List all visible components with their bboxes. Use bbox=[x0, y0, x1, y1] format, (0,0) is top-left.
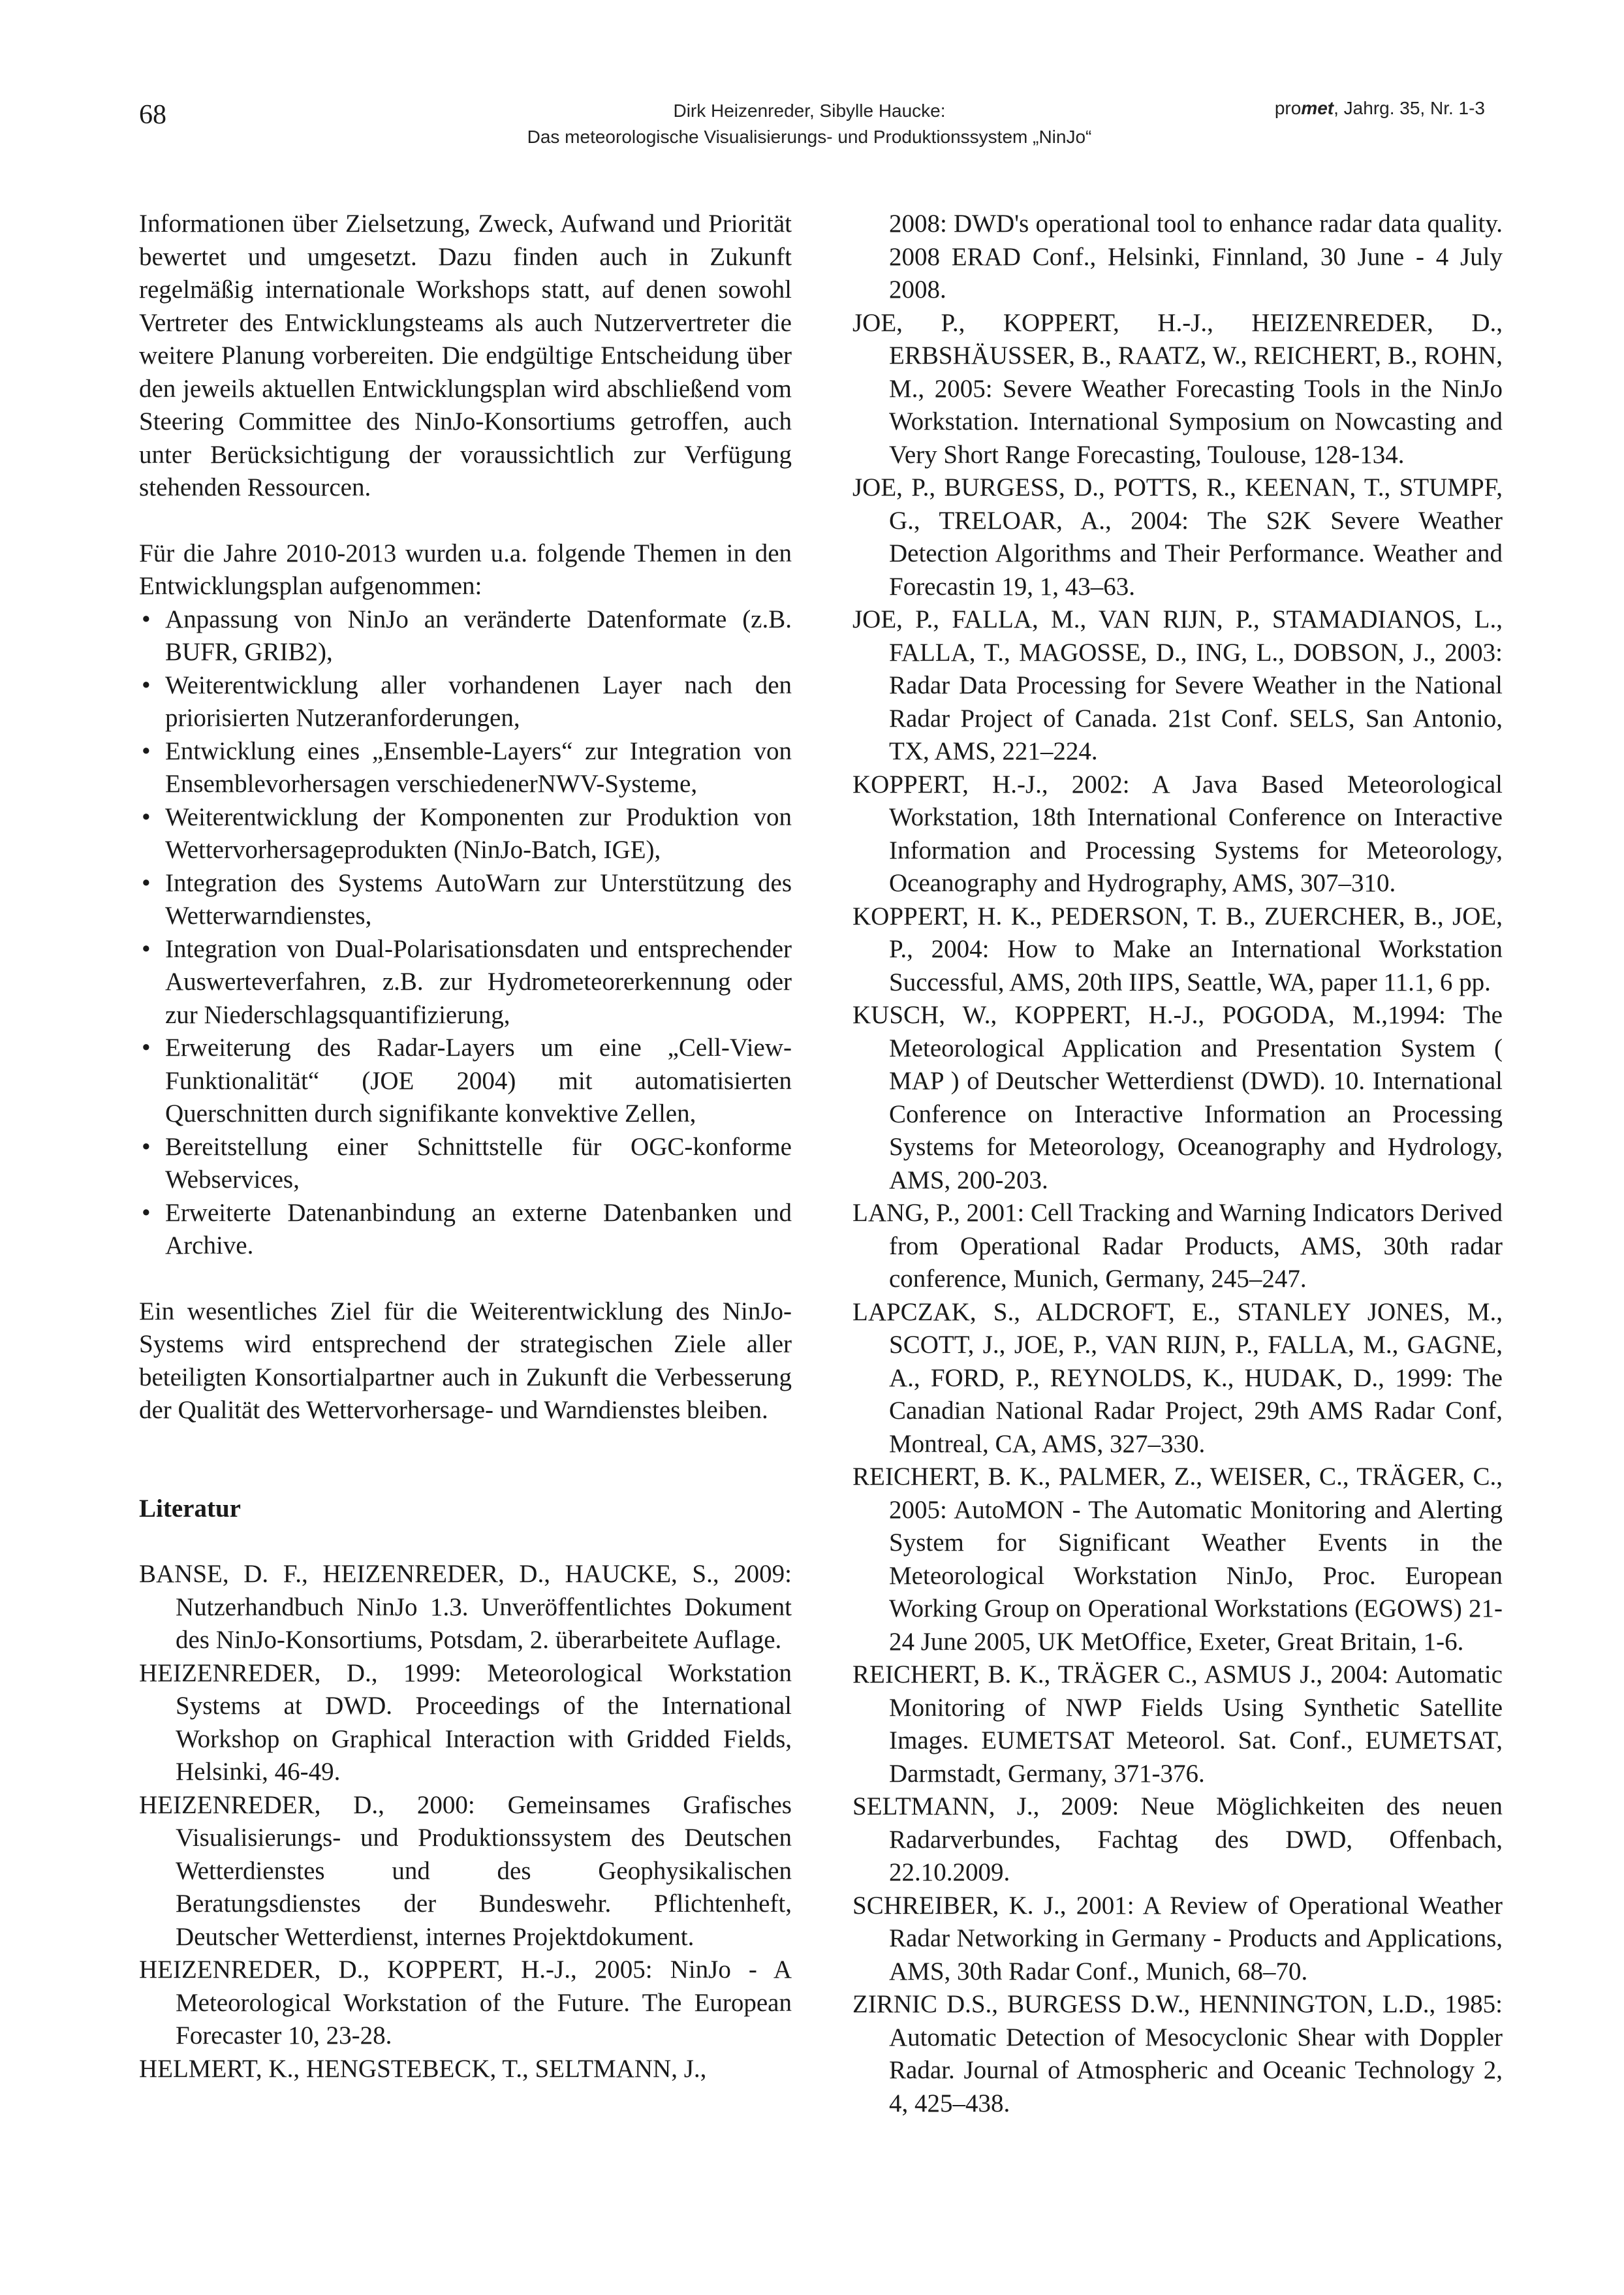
list-item: • Bereitstellung einer Schnittstelle für OGC-konforme Webservices, bbox=[139, 1131, 792, 1197]
running-header bbox=[418, 98, 1201, 150]
list-item: • Weiterentwicklung der Komponenten zur Produktion von Wettervorhersageprodukten (NinJo-Batch, IGE), bbox=[139, 801, 792, 867]
reference-entry: SELTMANN, J., 2009: Neue Möglichkeiten des neuen Radarverbundes, Fachtag des DWD, Offenbach, 22.10.2009. bbox=[852, 1792, 1503, 1886]
reference-entry: ZIRNIC D.S., BURGESS D.W., HENNINGTON, L.D., 1985: Automatic Detection of Mesocyclonic Shear with Doppler Radar. Journal of Atmospheric and Oceanic Technology 2, 4, 425–438. bbox=[852, 1990, 1503, 2117]
reference-entry: BANSE, D. F., HEIZENREDER, D., HAUCKE, S., 2009: Nutzerhandbuch NinJo 1.3. Unveröffentlichtes Dokument des NinJo-Konsortiums, Potsdam, 2. überarbeitete Auflage. bbox=[139, 1560, 792, 1654]
reference-entry: HELMERT, K., HENGSTEBECK, T., SELTMANN, J., bbox=[139, 2054, 707, 2083]
topics-list bbox=[139, 603, 792, 1263]
header-authors: Dirk Heizenreder, Sibylle Haucke: bbox=[673, 101, 946, 121]
section-heading-literatur: Literatur bbox=[139, 1494, 241, 1523]
paragraph-topics: Für die Jahre 2010-2013 wurden u.a. folgende Themen in den Entwicklungsplan aufgenommen: bbox=[139, 539, 792, 600]
reference-entry: REICHERT, B. K., TRÄGER C., ASMUS J., 2004: Automatic Monitoring of NWP Fields Using Synthetic Satellite Images. EUMETSAT Meteorol. Sat. Conf., EUMETSAT, Darmstadt, Germany, 371-376. bbox=[852, 1660, 1503, 1788]
reference-entry-continued: 2008: DWD's operational tool to enhance radar data quality. 2008 ERAD Conf., Helsinki, Finnland, 30 June - 4 July 2008. bbox=[889, 210, 1503, 304]
reference-entry: LAPCZAK, S., ALDCROFT, E., STANLEY JONES, M., SCOTT, J., JOE, P., VAN RIJN, P., FALLA, M., GAGNE, A., FORD, P., REYNOLDS, K., HUDAK, D., 1999: The Canadian National Radar Project, 29th AMS Radar Conf, Montreal, CA, AMS, 327–330. bbox=[852, 1297, 1503, 1458]
journal-info bbox=[1275, 98, 1485, 119]
list-item: • Integration von Dual-Polarisationsdaten und entsprechender Auswerteverfahren, z.B. zur Hydrometeorerkennung oder zur Niederschlagsquantifizierung, bbox=[139, 933, 792, 1032]
paragraph-goal: Ein wesentliches Ziel für die Weiterentwicklung des NinJo-Systems wird entsprechend der strategischen Ziele aller beteiligten Konsortialpartner auch in Zukunft die Verbesserung der Qualität des Wettervorhersage- und Warndienstes bleiben. bbox=[139, 1297, 792, 1424]
reference-entry: HEIZENREDER, D., 1999: Meteorological Workstation Systems at DWD. Proceedings of the International Workshop on Graphical Interaction with Gridded Fields, Helsinki, 46-49. bbox=[139, 1658, 792, 1786]
journal-name-pre: pro bbox=[1274, 98, 1302, 118]
list-item: • Weiterentwicklung aller vorhandenen Layer nach den priorisierten Nutzeranforderungen, bbox=[139, 669, 792, 735]
list-item: • Erweiterte Datenanbindung an externe Datenbanken und Archive. bbox=[139, 1197, 792, 1263]
journal-name-em: met bbox=[1301, 98, 1334, 118]
reference-entry: REICHERT, B. K., PALMER, Z., WEISER, C., TRÄGER, C., 2005: AutoMON - The Automatic Monitoring and Alerting System for Significant Weather Events in the Meteorological Workstation NinJo, Proc. European Working Group on Operational Workstations (EGOWS) 21-24 June 2005, UK MetOffice, Exeter, Great Britain, 1-6. bbox=[852, 1463, 1503, 1656]
list-item: • Integration des Systems AutoWarn zur Unterstützung des Wetterwarndienstes, bbox=[139, 867, 792, 933]
reference-entry: KOPPERT, H. K., PEDERSON, T. B., ZUERCHER, B., JOE, P., 2004: How to Make an International Workstation Successful, AMS, 20th IIPS, Seattle, WA, paper 11.1, 6 pp. bbox=[852, 902, 1503, 996]
reference-entry: JOE, P., FALLA, M., VAN RIJN, P., STAMADIANOS, L., FALLA, T., MAGOSSE, D., ING, L., DOBSON, J., 2003: Radar Data Processing for Severe Weather in the National Radar Project of Canada. 21st Conf. SELS, San Antonio, TX, AMS, 221–224. bbox=[852, 605, 1503, 765]
list-item: • Anpassung von NinJo an veränderte Datenformate (z.B. BUFR, GRIB2), bbox=[139, 603, 792, 669]
reference-entry: SCHREIBER, K. J., 2001: A Review of Operational Weather Radar Networking in Germany - Products and Applications, AMS, 30th Radar Conf., Munich, 68–70. bbox=[852, 1891, 1503, 1986]
reference-entry: KOPPERT, H.-J., 2002: A Java Based Meteorological Workstation, 18th International Conference on Interactive Information and Processing Systems for Meteorology, Oceanography and Hydrography, AMS, 307–310. bbox=[852, 770, 1503, 897]
reference-entry: HEIZENREDER, D., KOPPERT, H.-J., 2005: NinJo - A Meteorological Workstation of the Future. The European Forecaster 10, 23-28. bbox=[139, 1955, 792, 2050]
journal-issue: , Jahrg. 35, Nr. 1-3 bbox=[1334, 98, 1485, 118]
reference-entry: KUSCH, W., KOPPERT, H.-J., POGODA, M.,1994: The Meteorological Application and Presentation System ( MAP ) of Deutscher Wetterdienst (DWD). 10. International Conference on Interactive Information an Processing Systems for Meteorology, Oceanography and Hydrology, AMS, 200-203. bbox=[852, 1001, 1503, 1194]
right-column bbox=[852, 208, 1503, 2120]
list-item: • Erweiterung des Radar-Layers um eine „Cell-View-Funktionalität“ (JOE 2004) mit automatisierten Querschnitten durch signifikante konvektive Zellen, bbox=[139, 1032, 792, 1131]
reference-entry: JOE, P., KOPPERT, H.-J., HEIZENREDER, D., ERBSHÄUSSER, B., RAATZ, W., REICHERT, B., ROHN, M., 2005: Severe Weather Forecasting Tools in the NinJo Workstation. International Symposium on Nowcasting and Very Short Range Forecasting, Toulouse, 128-134. bbox=[852, 308, 1503, 469]
paragraph-intro: Informationen über Zielsetzung, Zweck, Aufwand und Priorität bewertet und umgesetzt. Dazu finden auch in Zukunft regelmäßig internationale Workshops statt, auf denen sowohl Vertreter des Entwicklungsteams als auch Nutzervertreter die weitere Planung vorbereiten. Die endgültige Entscheidung über den jeweils aktuellen Entwicklungsplan wird abschließend vom Steering Committee des NinJo-Konsortiums getroffen, auch unter Berücksichtigung der voraussichtlich zur Verfügung stehenden Ressourcen. bbox=[139, 210, 792, 501]
list-item: • Entwicklung eines „Ensemble-Layers“ zur Integration von Ensemblevorhersagen verschiedenerNWV-Systeme, bbox=[139, 735, 792, 801]
page-number: 68 bbox=[139, 100, 166, 130]
left-column bbox=[139, 208, 792, 2085]
header-title: Das meteorologische Visualisierungs- und Produktionssystem „NinJo“ bbox=[527, 127, 1092, 147]
reference-entry: HEIZENREDER, D., 2000: Gemeinsames Grafisches Visualisierungs- und Produktionssystem des Deutschen Wetterdienstes und des Geophysikalischen Beratungsdienstes der Bundeswehr. Pflichtenheft, Deutscher Wetterdienst, internes Projektdokument. bbox=[139, 1790, 792, 1951]
reference-entry: JOE, P., BURGESS, D., POTTS, R., KEENAN, T., STUMPF, G., TRELOAR, A., 2004: The S2K Severe Weather Detection Algorithms and Their Performance. Weather and Forecastin 19, 1, 43–63. bbox=[852, 473, 1503, 601]
reference-entry: LANG, P., 2001: Cell Tracking and Warning Indicators Derived from Operational Radar Products, AMS, 30th radar conference, Munich, Germany, 245–247. bbox=[852, 1199, 1503, 1293]
